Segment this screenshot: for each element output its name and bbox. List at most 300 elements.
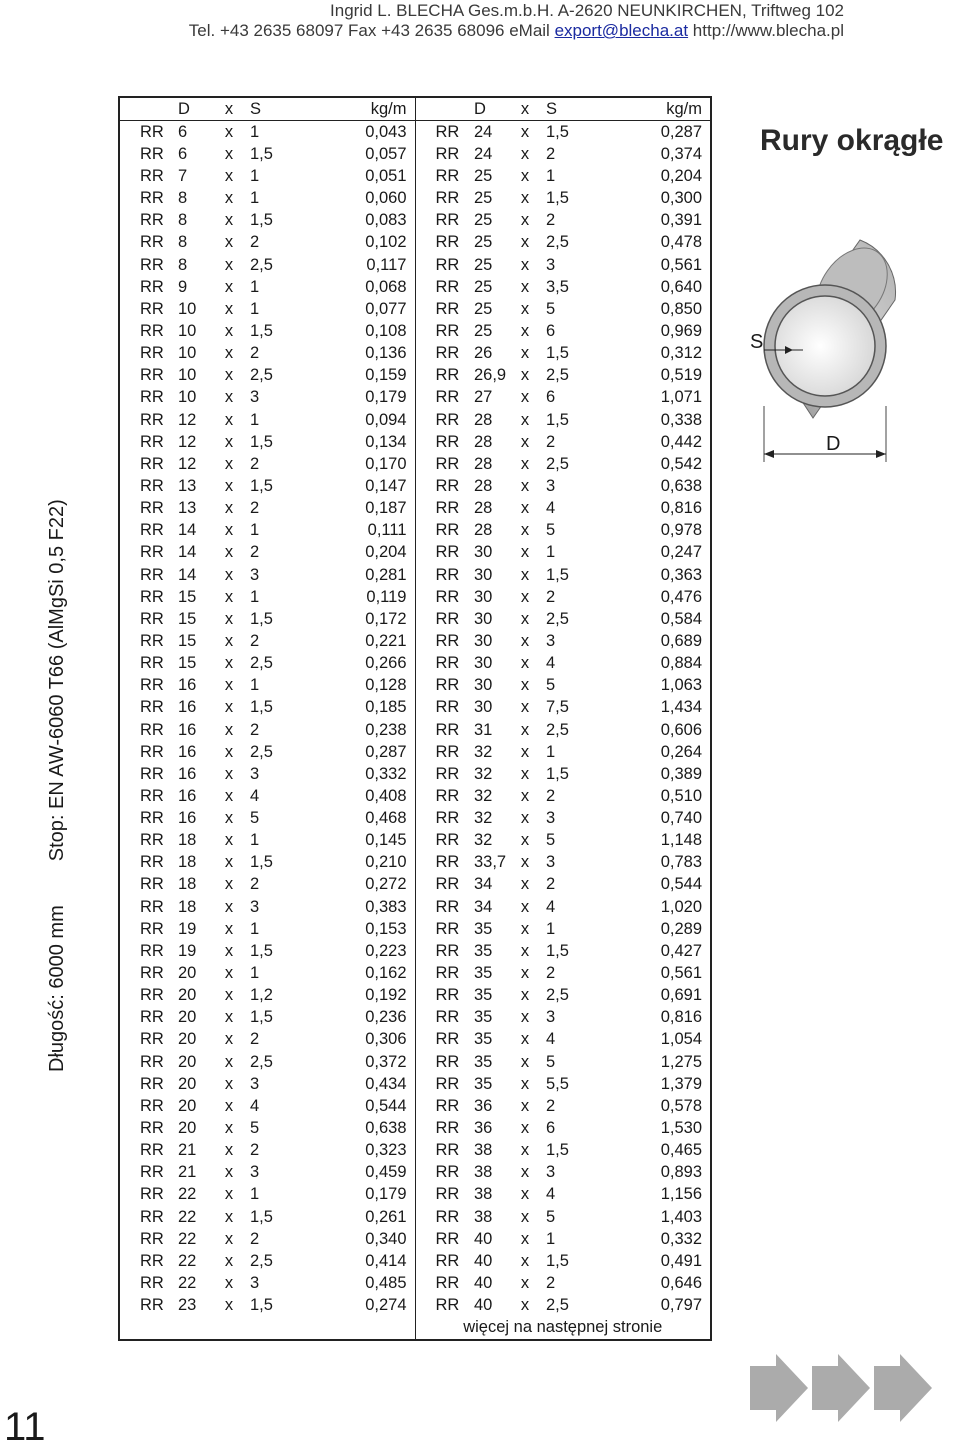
row-x: x [520,919,530,938]
row-x: x [224,609,234,628]
row-type: RR [435,211,460,230]
row-type: RR [435,1163,460,1182]
row-weight: 0,485 [289,1272,415,1294]
row-weight: 0,797 [660,1296,702,1315]
row-diameter: 20 [178,1119,197,1138]
row-x: x [224,211,234,230]
row-type: RR [140,786,164,805]
row-wall: 5 [546,299,556,318]
row-weight: 0,408 [289,785,415,807]
row-wall: 1,5 [546,764,569,783]
row-diameter: 35 [474,964,493,983]
row-x: x [520,543,530,562]
row-wall: 1 [250,964,260,983]
table-row [119,165,711,187]
row-diameter: 18 [178,897,197,916]
row-weight: 0,312 [660,344,702,363]
row-x: x [520,853,530,872]
table-row [119,940,711,962]
row-weight: 0,640 [660,277,702,296]
row-x: x [520,344,530,363]
row-diameter: 22 [178,1229,197,1248]
row-type: RR [140,1052,164,1071]
email-link[interactable]: export@blecha.at [554,21,689,40]
row-wall: 3 [546,476,556,495]
row-x: x [520,277,530,296]
row-x: x [224,454,234,473]
row-weight: 0,884 [660,654,702,673]
row-weight: 1,530 [660,1119,702,1138]
row-x: x [224,1229,234,1248]
row-diameter: 26,9 [474,366,507,385]
row-x: x [224,1008,234,1027]
company-contact: Tel. +43 2635 68097 Fax +43 2635 68096 eMail export@blecha.at http://www.blecha.pl [188,21,844,40]
table-row [119,387,711,409]
row-type: RR [435,1074,460,1093]
row-diameter: 12 [178,454,197,473]
table-row [119,343,711,365]
website-link[interactable]: http://www.blecha.pl [688,21,844,40]
row-diameter: 40 [474,1229,493,1248]
row-weight: 0,691 [660,986,702,1005]
row-diameter: 16 [178,786,197,805]
row-diameter: 28 [474,521,493,540]
row-wall: 3 [250,1274,260,1293]
row-wall: 1 [546,166,556,185]
row-wall: 1 [250,166,260,185]
row-x: x [224,919,234,938]
row-type: RR [435,410,460,429]
row-wall: 3 [546,853,556,872]
row-x: x [520,1207,530,1226]
table-row [119,630,711,652]
row-weight: 1,403 [660,1207,702,1226]
row-weight: 0,542 [660,454,702,473]
table-row [119,431,711,453]
row-diameter: 33,7 [474,853,507,872]
row-diameter: 31 [474,720,493,739]
table-row [119,785,711,807]
row-weight: 0,510 [660,786,702,805]
row-x: x [520,211,530,230]
row-weight: 1,148 [660,831,702,850]
table-row [119,985,711,1007]
row-weight: 0,281 [289,564,415,586]
row-type: RR [435,1251,460,1270]
row-type: RR [435,720,460,739]
row-x: x [224,1030,234,1049]
row-wall: 4 [250,1096,260,1115]
row-wall: 6 [546,388,556,407]
row-x: x [520,986,530,1005]
row-type: RR [435,388,460,407]
row-x: x [224,366,234,385]
row-wall: 1,5 [546,189,569,208]
row-type: RR [140,321,164,340]
table-row [119,1095,711,1117]
row-weight: 1,275 [660,1052,702,1071]
row-type: RR [435,1296,460,1315]
row-diameter: 10 [178,344,197,363]
row-wall: 2 [546,211,556,230]
table-row [119,1073,711,1095]
row-type: RR [435,698,460,717]
row-type: RR [140,986,164,1005]
row-type: RR [140,742,164,761]
row-weight: 0,264 [660,742,702,761]
table-row [119,498,711,520]
row-weight: 0,108 [289,320,415,342]
row-weight: 0,893 [660,1163,702,1182]
row-diameter: 22 [178,1207,197,1226]
row-weight: 0,434 [289,1073,415,1095]
row-type: RR [435,1229,460,1248]
row-type: RR [140,476,164,495]
arrow-right-icon [812,1354,870,1422]
row-x: x [224,521,234,540]
table-row [119,365,711,387]
row-type: RR [140,344,164,363]
row-diameter: 8 [178,211,188,230]
row-wall: 1 [250,587,260,606]
row-x: x [520,786,530,805]
table-row [119,1206,711,1228]
row-x: x [520,964,530,983]
row-weight: 0,060 [289,188,415,210]
row-x: x [224,1074,234,1093]
row-type: RR [435,344,460,363]
table-row [119,608,711,630]
row-diameter: 30 [474,676,493,695]
row-wall: 3 [250,1074,260,1093]
next-page-arrows[interactable] [740,1352,940,1424]
row-wall: 2,5 [546,454,569,473]
row-wall: 1 [250,122,260,141]
table-row [119,1272,711,1294]
row-diameter: 36 [474,1119,493,1138]
row-type: RR [140,521,164,540]
row-type: RR [140,897,164,916]
row-wall: 1 [250,831,260,850]
row-type: RR [140,410,164,429]
row-diameter: 19 [178,919,197,938]
row-diameter: 16 [178,764,197,783]
row-wall: 4 [546,654,556,673]
row-diameter: 32 [474,786,493,805]
row-type: RR [140,388,164,407]
row-x: x [520,654,530,673]
table-row [119,962,711,984]
row-wall: 2 [250,1030,260,1049]
row-type: RR [140,1185,164,1204]
row-wall: 4 [546,1185,556,1204]
table-row [119,1162,711,1184]
row-weight: 0,134 [289,431,415,453]
row-wall: 2,5 [546,1296,569,1315]
row-type: RR [140,720,164,739]
row-x: x [224,144,234,163]
row-wall: 2 [546,1096,556,1115]
arrow-right-icon [750,1354,808,1422]
row-type: RR [140,122,164,141]
row-wall: 2,5 [250,1251,273,1270]
row-weight: 0,442 [660,432,702,451]
row-type: RR [435,1119,460,1138]
row-wall: 1,2 [250,986,273,1005]
row-type: RR [140,1074,164,1093]
row-diameter: 25 [474,321,493,340]
row-weight: 0,383 [289,896,415,918]
row-diameter: 25 [474,299,493,318]
row-wall: 1,5 [250,432,273,451]
row-weight: 0,544 [660,875,702,894]
row-diameter: 32 [474,742,493,761]
row-weight: 0,478 [660,233,702,252]
row-wall: 2 [546,432,556,451]
row-x: x [520,410,530,429]
row-weight: 0,850 [660,299,702,318]
table-row [119,808,711,830]
row-wall: 4 [250,786,260,805]
row-diameter: 25 [474,255,493,274]
header-d: D [474,99,486,118]
row-type: RR [140,189,164,208]
row-type: RR [435,1185,460,1204]
row-wall: 1 [250,277,260,296]
table-row [119,188,711,210]
row-x: x [224,720,234,739]
row-weight: 0,332 [660,1229,702,1248]
row-weight: 0,338 [660,410,702,429]
row-type: RR [140,1008,164,1027]
row-weight: 0,578 [660,1096,702,1115]
row-wall: 5 [546,1052,556,1071]
row-x: x [224,986,234,1005]
row-weight: 0,544 [289,1095,415,1117]
row-weight: 0,128 [289,675,415,697]
row-weight: 0,179 [289,1184,415,1206]
table-row [119,586,711,608]
row-diameter: 16 [178,698,197,717]
row-diameter: 35 [474,1052,493,1071]
row-diameter: 40 [474,1251,493,1270]
row-weight: 0,306 [289,1029,415,1051]
table-row [119,520,711,542]
row-diameter: 6 [178,144,188,163]
row-weight: 0,561 [660,964,702,983]
row-type: RR [140,454,164,473]
row-weight: 0,287 [289,741,415,763]
row-weight: 0,185 [289,697,415,719]
row-x: x [224,432,234,451]
row-wall: 3 [546,1008,556,1027]
row-wall: 3,5 [546,277,569,296]
row-diameter: 13 [178,499,197,518]
row-x: x [224,654,234,673]
row-x: x [224,476,234,495]
row-type: RR [140,1251,164,1270]
row-weight: 0,083 [289,210,415,232]
row-diameter: 24 [474,144,493,163]
row-x: x [520,476,530,495]
row-weight: 0,332 [289,763,415,785]
row-x: x [520,144,530,163]
row-type: RR [435,964,460,983]
row-x: x [520,1163,530,1182]
row-type: RR [140,964,164,983]
row-diameter: 30 [474,609,493,628]
row-weight: 0,192 [289,985,415,1007]
row-type: RR [435,609,460,628]
row-x: x [520,609,530,628]
row-type: RR [435,144,460,163]
row-wall: 1,5 [250,609,273,628]
tube-diagram [740,200,900,470]
row-wall: 1,5 [250,1008,273,1027]
row-weight: 0,340 [289,1228,415,1250]
row-type: RR [435,631,460,650]
row-x: x [224,122,234,141]
row-x: x [520,875,530,894]
length-label: Długość: 6000 mm [46,905,68,1072]
row-wall: 2 [250,720,260,739]
row-weight: 0,266 [289,653,415,675]
row-x: x [224,388,234,407]
row-x: x [224,1052,234,1071]
row-weight: 0,051 [289,165,415,187]
row-weight: 0,223 [289,940,415,962]
row-wall: 2 [546,587,556,606]
row-wall: 1,5 [250,321,273,340]
row-type: RR [435,1274,460,1293]
row-diameter: 20 [178,986,197,1005]
table-row [119,896,711,918]
row-diameter: 26 [474,344,493,363]
row-diameter: 9 [178,277,188,296]
row-wall: 2 [250,631,260,650]
label-s: S [750,331,764,353]
row-type: RR [140,277,164,296]
row-weight: 1,434 [660,698,702,717]
table-row [119,143,711,165]
row-wall: 4 [546,1030,556,1049]
row-type: RR [435,1096,460,1115]
row-wall: 2,5 [546,986,569,1005]
table-row [119,1029,711,1051]
row-wall: 1 [250,410,260,429]
row-wall: 4 [546,499,556,518]
row-wall: 1 [546,1229,556,1248]
row-diameter: 13 [178,476,197,495]
row-diameter: 40 [474,1296,493,1315]
row-type: RR [140,432,164,451]
row-type: RR [435,676,460,695]
row-diameter: 32 [474,809,493,828]
row-diameter: 20 [178,1030,197,1049]
row-wall: 1 [250,919,260,938]
row-weight: 0,204 [289,542,415,564]
row-x: x [224,277,234,296]
table-row [119,298,711,320]
row-x: x [520,1119,530,1138]
header-x: x [520,99,530,118]
table-row [119,697,711,719]
row-x: x [520,299,530,318]
table-row [119,409,711,431]
row-diameter: 8 [178,189,188,208]
row-type: RR [140,631,164,650]
row-x: x [224,344,234,363]
row-type: RR [435,321,460,340]
row-x: x [224,1096,234,1115]
row-diameter: 20 [178,1052,197,1071]
row-weight: 0,094 [289,409,415,431]
row-wall: 1 [250,676,260,695]
row-type: RR [435,366,460,385]
row-diameter: 25 [474,211,493,230]
row-weight: 0,043 [289,121,415,144]
row-weight: 0,119 [289,586,415,608]
row-wall: 5 [546,831,556,850]
row-type: RR [435,189,460,208]
row-weight: 0,689 [660,631,702,650]
row-wall: 1,5 [546,344,569,363]
table-row [119,874,711,896]
row-diameter: 36 [474,1096,493,1115]
row-diameter: 30 [474,631,493,650]
row-diameter: 30 [474,587,493,606]
row-type: RR [140,1229,164,1248]
label-d: D [826,433,841,455]
row-wall: 2 [250,875,260,894]
row-weight: 0,247 [660,543,702,562]
row-type: RR [140,565,164,584]
row-type: RR [435,454,460,473]
row-type: RR [435,255,460,274]
row-wall: 5,5 [546,1074,569,1093]
row-diameter: 16 [178,742,197,761]
row-type: RR [435,853,460,872]
row-x: x [520,720,530,739]
row-diameter: 15 [178,609,197,628]
row-weight: 0,187 [289,498,415,520]
row-x: x [224,1251,234,1270]
row-x: x [520,1096,530,1115]
row-weight: 1,379 [660,1074,702,1093]
row-diameter: 28 [474,432,493,451]
row-diameter: 21 [178,1163,197,1182]
row-type: RR [435,897,460,916]
row-x: x [520,565,530,584]
row-weight: 0,783 [660,853,702,872]
row-type: RR [140,1096,164,1115]
row-diameter: 20 [178,1074,197,1093]
row-diameter: 25 [474,233,493,252]
arrow-right-icon [874,1354,932,1422]
table-row [119,232,711,254]
row-type: RR [435,875,460,894]
row-type: RR [435,587,460,606]
table-row [119,542,711,564]
table-body [119,121,711,1340]
row-x: x [520,499,530,518]
row-x: x [520,388,530,407]
row-type: RR [435,299,460,318]
row-type: RR [140,941,164,960]
row-type: RR [140,233,164,252]
row-diameter: 38 [474,1141,493,1160]
row-wall: 3 [250,764,260,783]
